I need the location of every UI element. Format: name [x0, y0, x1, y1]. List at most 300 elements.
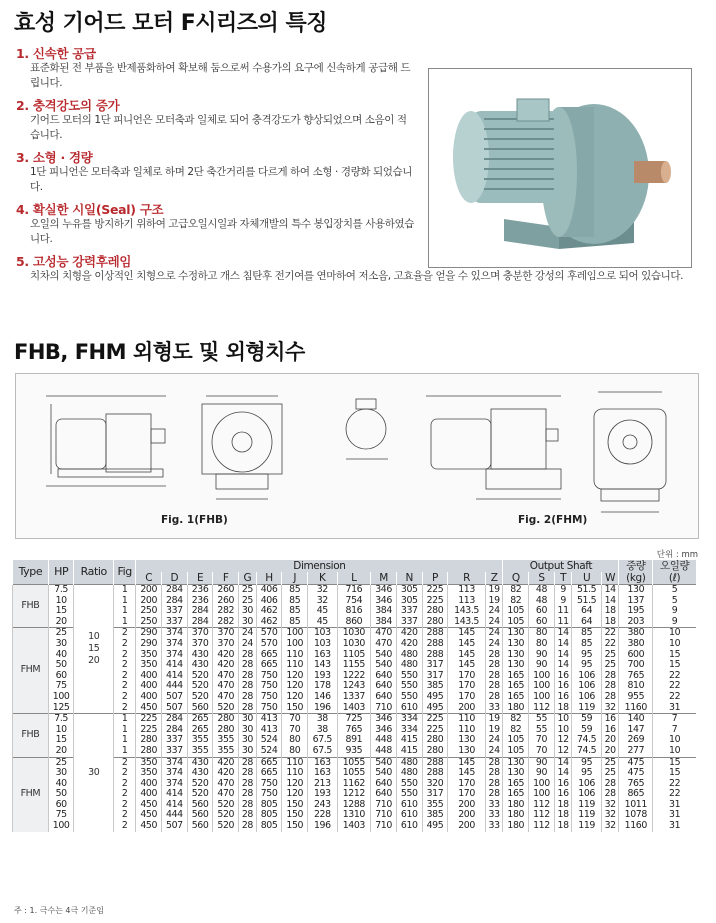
table-cell: 725: [337, 714, 371, 725]
table-cell: 170: [448, 671, 486, 682]
table-cell: 16: [554, 681, 572, 692]
table-cell: 560: [187, 800, 213, 811]
table-cell: 507: [162, 821, 188, 832]
table-cell: 200: [448, 821, 486, 832]
table-cell: 14: [601, 596, 619, 607]
table-cell: 180: [503, 810, 529, 821]
table-cell: 413: [256, 725, 282, 736]
table-cell: 64: [572, 606, 601, 617]
table-cell: 550: [396, 692, 422, 703]
table-cell: 90: [529, 660, 555, 671]
table-cell: 12: [554, 746, 572, 757]
table-cell: 10: [653, 735, 696, 746]
table-cell: 50: [48, 789, 74, 800]
table-cell: 60: [48, 671, 74, 682]
table-cell: 193: [308, 671, 337, 682]
table-cell: 284: [162, 714, 188, 725]
table-cell: 130: [448, 735, 486, 746]
table-cell: 105: [503, 617, 529, 628]
table-cell: 100: [529, 789, 555, 800]
table-cell: 40: [48, 650, 74, 661]
table-cell: 570: [256, 639, 282, 650]
table-cell: 180: [503, 703, 529, 714]
table-cell: 28: [485, 779, 503, 790]
table-cell: 317: [422, 789, 448, 800]
table-cell: 700: [619, 660, 653, 671]
table-cell: 28: [239, 660, 257, 671]
table-cell: 370: [213, 628, 239, 639]
table-cell: 5: [653, 596, 696, 607]
table-cell: 260: [213, 585, 239, 596]
table-cell: 400: [136, 789, 162, 800]
table-cell: 55: [529, 725, 555, 736]
table-cell: 520: [213, 703, 239, 714]
table-cell: 82: [503, 596, 529, 607]
page-title: 효성 기어드 모터 F시리즈의 특징: [14, 11, 327, 36]
table-cell: 450: [136, 800, 162, 811]
table-cell: 120: [282, 671, 308, 682]
table-cell: 346: [371, 725, 397, 736]
table-cell: 170: [448, 692, 486, 703]
table-cell: 90: [529, 768, 555, 779]
table-cell: 415: [396, 735, 422, 746]
table-row: [13, 703, 697, 714]
table-cell: 22: [653, 681, 696, 692]
table-cell: 450: [136, 810, 162, 821]
table-cell: 10: [653, 628, 696, 639]
table-cell: 20: [601, 735, 619, 746]
table-cell: 25: [601, 757, 619, 768]
table-cell: 30: [239, 617, 257, 628]
table-cell: 550: [396, 789, 422, 800]
table-cell: 67.5: [308, 746, 337, 757]
table-cell: 75: [48, 681, 74, 692]
table-cell: 288: [422, 650, 448, 661]
table-cell: 765: [619, 671, 653, 682]
table-cell: 14: [601, 585, 619, 596]
table-cell: 106: [572, 681, 601, 692]
table-cell: 710: [371, 810, 397, 821]
table-cell: 130: [503, 639, 529, 650]
table-cell: 228: [308, 810, 337, 821]
table-header-cell: N: [396, 572, 422, 585]
table-cell: 640: [371, 671, 397, 682]
table-cell: 11: [554, 606, 572, 617]
table-cell: 19: [485, 714, 503, 725]
table-cell: 95: [572, 768, 601, 779]
table-cell: 32: [601, 703, 619, 714]
table-cell: 430: [187, 650, 213, 661]
table-cell: 112: [529, 821, 555, 832]
table-cell: 277: [619, 746, 653, 757]
table-cell: 80: [282, 735, 308, 746]
table-cell: 40: [48, 779, 74, 790]
table-cell: 24: [485, 639, 503, 650]
table-cell: 1: [114, 617, 136, 628]
table-cell: 1288: [337, 800, 371, 811]
table-cell: 269: [619, 735, 653, 746]
table-cell: 520: [187, 789, 213, 800]
table-cell: 265: [187, 714, 213, 725]
table-cell: 540: [371, 650, 397, 661]
table-cell: 414: [162, 671, 188, 682]
table-cell: 2: [114, 639, 136, 650]
table-row: [13, 692, 697, 703]
table-cell: 14: [554, 650, 572, 661]
table-cell: 305: [396, 585, 422, 596]
table-cell: 716: [337, 585, 371, 596]
table-cell: 1310: [337, 810, 371, 821]
table-header-cell: Type: [13, 560, 49, 585]
table-cell: 570: [256, 628, 282, 639]
table-cell: 380: [619, 639, 653, 650]
table-cell: 82: [503, 725, 529, 736]
table-header-cell: P: [422, 572, 448, 585]
feature-item: [16, 254, 684, 284]
table-cell: 470: [371, 639, 397, 650]
table-cell: 480: [396, 757, 422, 768]
table-cell: 955: [619, 692, 653, 703]
table-cell: 24: [485, 617, 503, 628]
table-cell: 163: [308, 768, 337, 779]
table-cell: 193: [308, 789, 337, 800]
table-cell: 19: [485, 585, 503, 596]
table-cell: 350: [136, 757, 162, 768]
table-cell: 520: [187, 779, 213, 790]
table-cell: 236: [187, 596, 213, 607]
table-cell: 10: [48, 725, 74, 736]
table-cell: 140: [619, 714, 653, 725]
table-cell: 24: [485, 746, 503, 757]
table-cell: 145: [448, 628, 486, 639]
table-cell: 80: [282, 746, 308, 757]
table-cell: 414: [162, 660, 188, 671]
table-cell: 48: [529, 585, 555, 596]
table-cell: 100: [529, 671, 555, 682]
table-cell: 560: [187, 821, 213, 832]
table-cell: 28: [601, 692, 619, 703]
table-cell: 18: [554, 800, 572, 811]
table-cell: 374: [162, 757, 188, 768]
feature-heading: 4. 확실한 시일(Seal) 구조: [16, 202, 164, 217]
table-cell: 374: [162, 768, 188, 779]
table-cell: 805: [256, 821, 282, 832]
table-cell: 105: [503, 606, 529, 617]
feature-text: 기어드 모터의 1단 피니언은 모터축과 일체로 되어 충격강도가 향상되었으며 소음이 적습니다.: [30, 114, 407, 141]
table-cell: 420: [213, 757, 239, 768]
table-cell: 805: [256, 800, 282, 811]
table-cell: 213: [308, 779, 337, 790]
table-cell: 28: [239, 789, 257, 800]
table-cell: 290: [136, 628, 162, 639]
table-cell: 100: [48, 821, 74, 832]
table-cell: 70: [529, 735, 555, 746]
table-cell: 24: [239, 628, 257, 639]
table-cell: 520: [213, 821, 239, 832]
table-cell: 120: [282, 681, 308, 692]
table-cell: 196: [308, 821, 337, 832]
table-cell: 550: [396, 681, 422, 692]
table-cell: 82: [503, 714, 529, 725]
table-cell: 163: [308, 650, 337, 661]
table-row: [13, 639, 697, 650]
table-cell: 10: [554, 725, 572, 736]
table-cell: 18: [554, 703, 572, 714]
table-cell: 288: [422, 757, 448, 768]
feature-item: [16, 150, 416, 195]
table-cell: 540: [371, 660, 397, 671]
table-cell: 524: [256, 746, 282, 757]
table-cell: 16: [601, 725, 619, 736]
table-cell: 406: [256, 585, 282, 596]
table-cell: 74.5: [572, 746, 601, 757]
table-header-cell: K: [308, 572, 337, 585]
table-cell: 810: [619, 681, 653, 692]
table-cell: 288: [422, 768, 448, 779]
table-cell: 280: [213, 725, 239, 736]
table-cell: 337: [396, 606, 422, 617]
table-cell: 346: [371, 714, 397, 725]
table-header-cell: U: [572, 572, 601, 585]
table-cell: 105: [503, 735, 529, 746]
table-cell: 30: [48, 768, 74, 779]
table-cell: 448: [371, 746, 397, 757]
table-cell: 15: [653, 650, 696, 661]
table-cell: 113: [448, 585, 486, 596]
table-cell: 860: [337, 617, 371, 628]
table-cell: 119: [572, 800, 601, 811]
table-cell: 384: [371, 606, 397, 617]
feature-text: 오일의 누유를 방지하기 위하여 고급오일시일과 자체개발의 특수 봉입장치를 사용하였습니다.: [30, 218, 414, 245]
table-cell: 105: [503, 746, 529, 757]
table-cell: 374: [162, 628, 188, 639]
table-cell: 200: [448, 800, 486, 811]
table-cell: 1: [114, 746, 136, 757]
table-cell: 150: [282, 821, 308, 832]
table-cell: 18: [601, 606, 619, 617]
table-cell: 420: [396, 639, 422, 650]
footnote: 주 : 1. 극수는 4극 기준임: [14, 906, 104, 915]
table-cell: 385: [422, 681, 448, 692]
table-cell: 33: [485, 821, 503, 832]
table-cell: 85: [282, 606, 308, 617]
table-header-cell: Ratio: [74, 560, 114, 585]
table-cell: 28: [485, 692, 503, 703]
table-cell: 75: [48, 810, 74, 821]
table-cell: 2: [114, 768, 136, 779]
table-cell: 1055: [337, 768, 371, 779]
table-header-cell: Output Shaft: [503, 560, 619, 572]
feature-heading: 3. 소형 · 경량: [16, 150, 93, 165]
table-cell: 1160: [619, 703, 653, 714]
table-cell: 64: [572, 617, 601, 628]
table-cell: 120: [282, 789, 308, 800]
table-cell: 385: [422, 810, 448, 821]
table-cell: 32: [601, 800, 619, 811]
feature-text: 치차의 치형을 이상적인 치형으로 수정하고 개스 침탄후 전기여를 연마하여 저소음, 고효율을 얻을 수 있으며 충분한 강성의 후레임으로 되어 있습니다.: [30, 270, 684, 282]
table-cell: 640: [371, 692, 397, 703]
table-cell: 280: [422, 617, 448, 628]
table-cell: 10: [48, 596, 74, 607]
table-cell: 414: [162, 800, 188, 811]
table-cell: 317: [422, 660, 448, 671]
table-cell: 48: [529, 596, 555, 607]
table-cell: 100: [282, 628, 308, 639]
table-cell: 25: [239, 585, 257, 596]
table-cell: 750: [256, 789, 282, 800]
table-cell: 143.5: [448, 617, 486, 628]
table-cell: 106: [572, 779, 601, 790]
geared-motor-photo: [428, 68, 692, 268]
table-cell: 470: [371, 628, 397, 639]
table-cell: 236: [187, 585, 213, 596]
table-cell: 225: [136, 725, 162, 736]
table-cell: 119: [572, 821, 601, 832]
table-cell: 24: [239, 639, 257, 650]
table-cell: 470: [213, 789, 239, 800]
table-cell: 337: [162, 735, 188, 746]
table-cell: 90: [529, 650, 555, 661]
table-cell: 610: [396, 821, 422, 832]
table-cell: 143: [308, 660, 337, 671]
table-cell: 280: [422, 606, 448, 617]
feature-list: [16, 46, 684, 291]
table-cell: 178: [308, 681, 337, 692]
table-cell: 750: [256, 692, 282, 703]
table-cell: 110: [448, 714, 486, 725]
table-cell: 113: [448, 596, 486, 607]
table-cell: 150: [282, 810, 308, 821]
table-cell: 15: [653, 768, 696, 779]
table-header-cell: Q: [503, 572, 529, 585]
fig1-front-view: [202, 396, 282, 499]
table-cell: 130: [503, 628, 529, 639]
table-cell: 1078: [619, 810, 653, 821]
table-cell: 196: [308, 703, 337, 714]
table-header-cell: Dimension: [136, 560, 503, 572]
table-header-cell: E: [187, 572, 213, 585]
table-cell: 280: [136, 746, 162, 757]
table-cell: 60: [529, 606, 555, 617]
table-cell: 95: [572, 757, 601, 768]
unit-note: 단위 : mm: [656, 550, 698, 560]
table-cell: 665: [256, 660, 282, 671]
table-cell: 610: [396, 800, 422, 811]
table-cell: 317: [422, 671, 448, 682]
table-cell: 750: [256, 681, 282, 692]
table-cell: 370: [187, 628, 213, 639]
table-cell: 85: [282, 585, 308, 596]
table-cell: 462: [256, 617, 282, 628]
table-cell: 30: [239, 725, 257, 736]
table-header-cell: HP: [48, 560, 74, 585]
table-cell: 110: [282, 757, 308, 768]
table-cell: 146: [308, 692, 337, 703]
table-cell: 30: [239, 606, 257, 617]
table-cell: 150: [282, 800, 308, 811]
table-cell: 1055: [337, 757, 371, 768]
table-cell: 28: [239, 810, 257, 821]
table-cell: 480: [396, 768, 422, 779]
table-cell: 284: [162, 596, 188, 607]
table-cell: 520: [187, 671, 213, 682]
table-cell: 346: [371, 596, 397, 607]
table-cell: FHB: [13, 714, 49, 757]
table-cell: 480: [396, 650, 422, 661]
table-cell: 9: [653, 617, 696, 628]
table-cell: 350: [136, 768, 162, 779]
table-cell: 420: [213, 768, 239, 779]
table-cell: 550: [396, 671, 422, 682]
table-cell: 106: [572, 692, 601, 703]
table-cell: 25: [48, 757, 74, 768]
table-cell: 475: [619, 768, 653, 779]
table-header-cell: G: [239, 572, 257, 585]
table-cell: 70: [529, 746, 555, 757]
table-cell: 710: [371, 800, 397, 811]
table-cell: 28: [601, 671, 619, 682]
table-cell: 30: [239, 746, 257, 757]
table-cell: 444: [162, 681, 188, 692]
table-cell: 82: [503, 585, 529, 596]
table-cell: 1222: [337, 671, 371, 682]
table-cell: 59: [572, 714, 601, 725]
table-cell: 2: [114, 810, 136, 821]
table-cell: 415: [396, 746, 422, 757]
table-cell: 1212: [337, 789, 371, 800]
table-cell: 710: [371, 821, 397, 832]
table-cell: 130: [503, 757, 529, 768]
table-cell: 106: [572, 789, 601, 800]
table-cell: 120: [282, 779, 308, 790]
table-cell: 448: [371, 735, 397, 746]
table-cell: 337: [162, 746, 188, 757]
table-cell: 1030: [337, 628, 371, 639]
table-cell: 470: [213, 671, 239, 682]
table-cell: 413: [256, 714, 282, 725]
table-cell: 24: [485, 735, 503, 746]
table-cell: 33: [485, 810, 503, 821]
table-cell: 16: [554, 789, 572, 800]
table-cell: 2: [114, 703, 136, 714]
table-cell: 2: [114, 757, 136, 768]
feature-text: 표준화된 전 부품을 반제품화하여 확보해 둠으로써 수용가의 요구에 신속하게 공급해 드립니다.: [30, 62, 411, 89]
table-cell: 32: [601, 821, 619, 832]
table-cell: 14: [554, 757, 572, 768]
table-cell: 7.5: [48, 585, 74, 596]
table-cell: 14: [554, 768, 572, 779]
table-cell: 120: [282, 692, 308, 703]
table-cell: 28: [485, 671, 503, 682]
table-cell: 28: [485, 789, 503, 800]
table-row: [13, 746, 697, 757]
table-cell: 462: [256, 606, 282, 617]
table-cell: FHM: [13, 757, 49, 832]
table-cell: 750: [256, 779, 282, 790]
table-cell: 750: [256, 671, 282, 682]
table-cell: 165: [503, 779, 529, 790]
table-header-cell: T: [554, 572, 572, 585]
table-cell: 406: [256, 596, 282, 607]
table-cell: 400: [136, 681, 162, 692]
table-cell: 710: [371, 703, 397, 714]
table-cell: 85: [572, 628, 601, 639]
table-cell: 1: [114, 596, 136, 607]
table-cell: 130: [448, 746, 486, 757]
table-cell: 665: [256, 757, 282, 768]
table-cell: 28: [239, 757, 257, 768]
table-cell: 765: [619, 779, 653, 790]
